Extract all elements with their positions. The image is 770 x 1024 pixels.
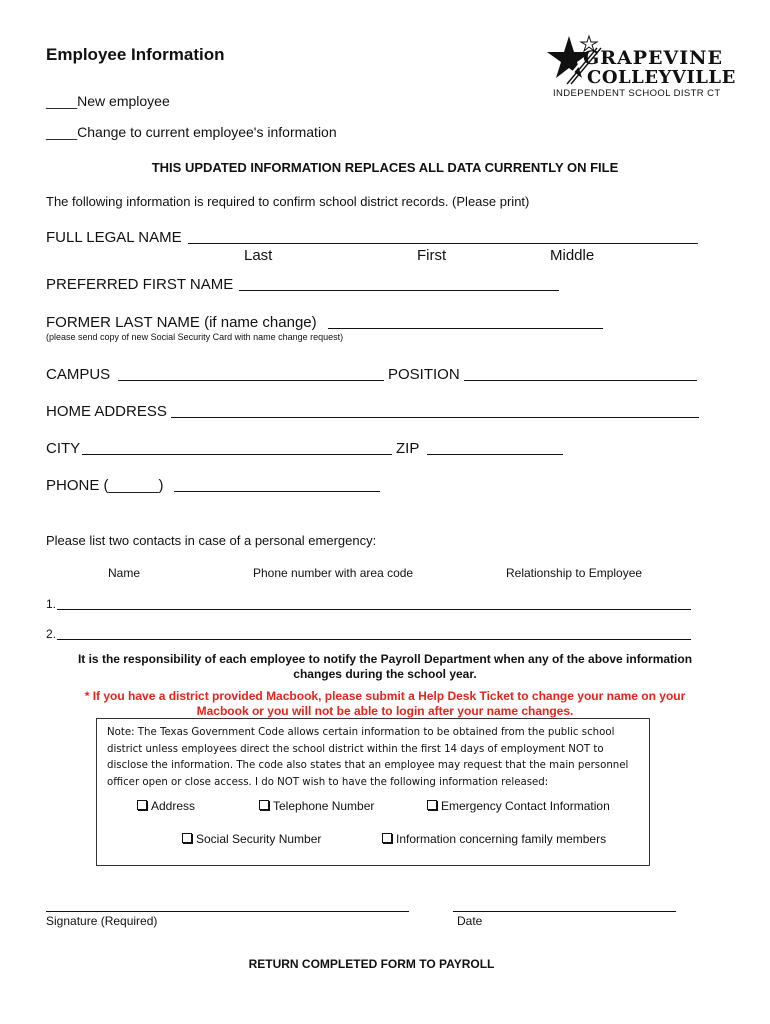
phone-label: PHONE (______) bbox=[46, 477, 164, 494]
position-field[interactable] bbox=[464, 380, 697, 381]
former-last-name-label: FORMER LAST NAME (if name change) bbox=[46, 314, 317, 331]
former-name-note: (please send copy of new Social Security Card with name change request) bbox=[46, 332, 344, 342]
contact-2-number: 2. bbox=[46, 627, 57, 641]
new-employee-option[interactable]: ____New employee bbox=[46, 93, 170, 109]
contact-2-field[interactable] bbox=[57, 639, 691, 640]
return-notice: RETURN COMPLETED FORM TO PAYROLL bbox=[248, 957, 495, 971]
option-ssn[interactable] bbox=[182, 832, 321, 846]
district-logo bbox=[543, 34, 736, 104]
home-address-label: HOME ADDRESS bbox=[46, 403, 167, 420]
phone-field[interactable] bbox=[174, 491, 380, 492]
last-name-caption: Last bbox=[244, 247, 273, 264]
instructions-text: The following information is required to confirm school district records. (Please print) bbox=[46, 194, 530, 209]
checkbox-icon[interactable] bbox=[182, 833, 192, 843]
change-info-option[interactable]: ____Change to current employee's information bbox=[46, 124, 337, 140]
option-telephone-label: Telephone Number bbox=[273, 799, 375, 813]
preferred-first-name-label: PREFERRED FIRST NAME bbox=[46, 276, 234, 293]
macbook-warning-line-2: Macbook or you will not be able to login after your name changes. bbox=[196, 704, 574, 718]
logo-line-2: COLLEYVILLE bbox=[587, 67, 736, 88]
logo-line-3: INDEPENDENT SCHOOL DISTR CT bbox=[553, 88, 721, 99]
full-legal-name-field[interactable] bbox=[188, 243, 698, 244]
campus-field[interactable] bbox=[118, 380, 384, 381]
emergency-intro: Please list two contacts in case of a personal emergency: bbox=[46, 533, 377, 548]
macbook-warning-line-1: * If you have a district provided Macbook, please submit a Help Desk Ticket to change your name on your bbox=[84, 689, 686, 703]
full-legal-name-label: FULL LEGAL NAME bbox=[46, 229, 182, 246]
middle-name-caption: Middle bbox=[550, 247, 595, 264]
checkbox-icon[interactable] bbox=[259, 800, 269, 810]
first-name-caption: First bbox=[417, 247, 447, 264]
logo-line-1: GRAPEVINE bbox=[583, 47, 724, 69]
option-family-label: Information concerning family members bbox=[396, 832, 607, 846]
option-address[interactable] bbox=[137, 799, 195, 813]
zip-field[interactable] bbox=[427, 454, 563, 455]
former-last-name-field[interactable] bbox=[328, 328, 603, 329]
date-field[interactable] bbox=[453, 911, 676, 912]
contact-1-field[interactable] bbox=[57, 609, 691, 610]
disclosure-note-box bbox=[96, 718, 650, 866]
checkbox-icon[interactable] bbox=[137, 800, 147, 810]
responsibility-line-2: changes during the school year. bbox=[293, 667, 477, 681]
contact-1-number: 1. bbox=[46, 597, 57, 611]
option-family[interactable] bbox=[382, 832, 606, 846]
home-address-field[interactable] bbox=[171, 417, 699, 418]
option-ssn-label: Social Security Number bbox=[196, 832, 322, 846]
position-label: POSITION bbox=[388, 366, 460, 383]
zip-label: ZIP bbox=[396, 440, 420, 457]
city-field[interactable] bbox=[82, 454, 392, 455]
page-title: Employee Information bbox=[46, 45, 225, 64]
option-emergency[interactable] bbox=[427, 799, 610, 813]
campus-label: CAMPUS bbox=[46, 366, 111, 383]
column-phone-header: Phone number with area code bbox=[253, 566, 414, 580]
column-relationship-header: Relationship to Employee bbox=[506, 566, 643, 580]
signature-field[interactable] bbox=[46, 911, 409, 912]
option-emergency-label: Emergency Contact Information bbox=[441, 799, 610, 813]
city-label: CITY bbox=[46, 440, 81, 457]
signature-label: Signature (Required) bbox=[46, 914, 158, 928]
preferred-first-name-field[interactable] bbox=[239, 290, 559, 291]
date-label: Date bbox=[457, 914, 483, 928]
replaces-notice: THIS UPDATED INFORMATION REPLACES ALL DATA CURRENTLY ON FILE bbox=[151, 160, 619, 175]
option-address-label: Address bbox=[151, 799, 196, 813]
checkbox-icon[interactable] bbox=[382, 833, 392, 843]
option-telephone[interactable] bbox=[259, 799, 374, 813]
checkbox-icon[interactable] bbox=[427, 800, 437, 810]
column-name-header: Name bbox=[108, 566, 141, 580]
responsibility-line-1: It is the responsibility of each employee to notify the Payroll Department when any of the above information bbox=[77, 652, 693, 666]
disclosure-note-text: Note: The Texas Government Code allows certain information to be obtained from the public school district unless employees direct the school district within the first 14 days of employment NOT to disclose the information. The code also states that an employee may request that the main personnel officer open or close access. I do NOT wish to have the following information released: bbox=[107, 727, 629, 788]
